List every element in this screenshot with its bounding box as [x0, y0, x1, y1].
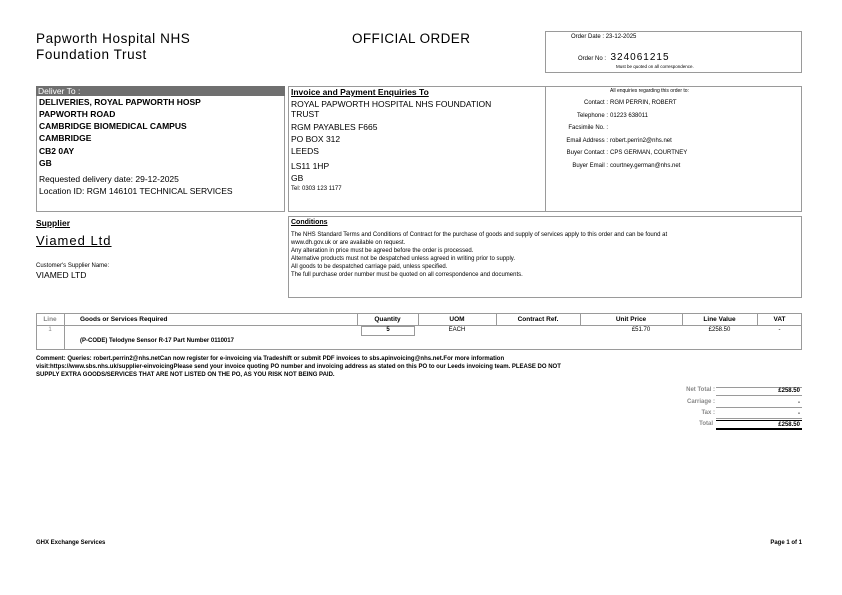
order-date-label: Order Date :: [571, 34, 605, 40]
customer-supplier-value: VIAMED LTD: [36, 270, 87, 280]
org-name: [36, 31, 190, 63]
comment-line: visit:https://www.sbs.nhs.uk/supplier-einvoicingPlease send your invoice quoting PO number and invoicing address as stated on this PO to our Leeds invoicing team. PLEASE DO NOT: [36, 364, 561, 370]
customer-supplier-label: Customer's Supplier Name:: [36, 263, 110, 269]
enquiries-note: All enquiries regarding this order to:: [610, 88, 689, 94]
header-goods: Goods or Services Required: [80, 316, 168, 323]
tax-value: -: [798, 411, 800, 417]
org-name-line2: Foundation Trust: [36, 47, 147, 62]
enquiry-row: [546, 113, 802, 126]
deliver-to-line: DELIVERIES, ROYAL PAPWORTH HOSP: [39, 97, 201, 107]
cell-line: 1: [48, 327, 52, 333]
invoice-line: PO BOX 312: [291, 134, 341, 144]
enquiry-value: RGM PERRIN, ROBERT: [610, 100, 677, 106]
enquiry-row: [546, 150, 802, 163]
condition-line: Any alteration in price must be agreed before the order is processed.: [291, 248, 474, 254]
tax-label: Tax :: [701, 410, 715, 416]
invoice-tel: Tel: 0303 123 1177: [291, 186, 342, 192]
invoice-line: TRUST: [291, 109, 320, 119]
header-line: Line: [43, 316, 57, 323]
header-quantity: Quantity: [374, 316, 401, 323]
enquiry-label: Facsimile No. :: [568, 125, 608, 131]
total-label: Total: [699, 421, 713, 427]
requested-delivery-date: Requested delivery date: 29-12-2025: [39, 174, 179, 184]
order-info-box: [545, 31, 802, 73]
header-vat: VAT: [773, 316, 786, 323]
enquiry-label: Buyer Contact :: [566, 150, 608, 156]
cell-unit-price: £51.70: [631, 327, 651, 333]
footer-page-number: Page 1 of 1: [770, 540, 802, 546]
enquiry-label: Contact :: [583, 100, 608, 106]
invoice-line: LEEDS: [291, 146, 319, 156]
deliver-to-line: GB: [39, 158, 52, 168]
header-unit-price: Unit Price: [615, 316, 647, 323]
conditions-text: [291, 232, 667, 279]
invoice-line: LS11 1HP: [291, 161, 330, 171]
deliver-to-line: CAMBRIDGE BIOMEDICAL CAMPUS: [39, 121, 187, 131]
enquiry-label: Buyer Email :: [572, 162, 608, 169]
footer-left: GHX Exchange Services: [36, 540, 106, 546]
cell-line-value: £258.50: [708, 327, 731, 333]
invoice-line: ROYAL PAPWORTH HOSPITAL NHS FOUNDATION: [291, 99, 492, 109]
supplier-title: Supplier: [36, 218, 71, 228]
invoice-line: RGM PAYABLES F665: [291, 122, 378, 132]
enquiry-row: [546, 125, 802, 138]
condition-line: The NHS Standard Terms and Conditions of Contract for the purchase of goods and supply of services apply to this order and can be found at: [291, 232, 668, 238]
location-id: Location ID: RGM 146101 TECHNICAL SERVICES: [39, 186, 233, 196]
org-name-line1: Papworth Hospital NHS: [36, 31, 191, 46]
order-no-note: Must be quoted on all correspondence.: [616, 64, 694, 69]
header-line-value: Line Value: [703, 316, 736, 323]
enquiry-row: [546, 138, 802, 151]
deliver-to-address: [39, 97, 201, 168]
deliver-to-line: CAMBRIDGE: [39, 133, 92, 143]
order-date: [571, 34, 636, 41]
enquiry-value: CPS GERMAN, COURTNEY: [610, 150, 688, 156]
enquiry-label: Telephone :: [576, 112, 608, 119]
invoice-address: [291, 99, 491, 183]
total-value: £258.50: [778, 422, 800, 428]
enquiry-value: robert.perrin2@nhs.net: [610, 137, 672, 144]
condition-line: All goods to be despatched carriage paid, unless specified.: [291, 264, 448, 270]
deliver-to-line: PAPWORTH ROAD: [39, 109, 116, 119]
order-no: [578, 47, 670, 65]
invoice-line: GB: [291, 173, 304, 183]
deliver-to-title: Deliver To :: [36, 86, 285, 96]
order-date-value: 23-12-2025: [605, 34, 637, 40]
condition-line: Alternative products must not be despatched unless agreed in writing prior to supply.: [291, 256, 516, 262]
enquiry-value: courtney.german@nhs.net: [610, 162, 681, 169]
enquiry-row: [546, 163, 802, 176]
enquiry-label: Email Address :: [566, 137, 608, 144]
header-contract: Contract Ref.: [517, 316, 559, 323]
net-total-label: Net Total :: [686, 387, 715, 393]
comment-line: Comment: Queries: robert.perrin2@nhs.netCan now register for e-invoicing via Tradeshift or submit PDF invoices to sbs.apinvoicing@nhs.net.For more information: [36, 356, 505, 362]
order-no-value: 324061215: [610, 52, 670, 63]
doc-title: OFFICIAL ORDER: [352, 31, 471, 46]
invoice-title: Invoice and Payment Enquiries To: [291, 87, 429, 97]
order-comment: [36, 356, 561, 379]
net-total-value: £258.50: [778, 388, 800, 394]
cell-vat: -: [778, 327, 781, 333]
cell-quantity: 5: [386, 327, 390, 333]
enquiry-value: 01223 638011: [610, 112, 648, 119]
enquiry-row: [546, 100, 802, 113]
condition-line: The full purchase order number must be quoted on all correspondence and documents.: [291, 272, 523, 278]
cell-goods: (P-CODE) Telodyne Sensor R-17 Part Number 0110017: [80, 338, 234, 344]
header-uom: UOM: [449, 316, 465, 323]
supplier-name: Viamed Ltd: [36, 233, 112, 248]
condition-line: www.dh.gov.uk or are available on request.: [291, 240, 406, 246]
conditions-title: Conditions: [291, 219, 328, 226]
deliver-to-line: CB2 0AY: [39, 146, 75, 156]
comment-line: SUPPLY EXTRA GOODS/SERVICES THAT ARE NOT LISTED ON THE PO, AS YOU RISK NOT BEING PAID.: [36, 372, 335, 378]
carriage-value: -: [798, 400, 800, 406]
carriage-label: Carriage :: [686, 399, 715, 405]
enquiries-contacts: [546, 100, 802, 175]
order-no-label: Order No :: [578, 56, 607, 62]
cell-uom: EACH: [448, 327, 466, 333]
